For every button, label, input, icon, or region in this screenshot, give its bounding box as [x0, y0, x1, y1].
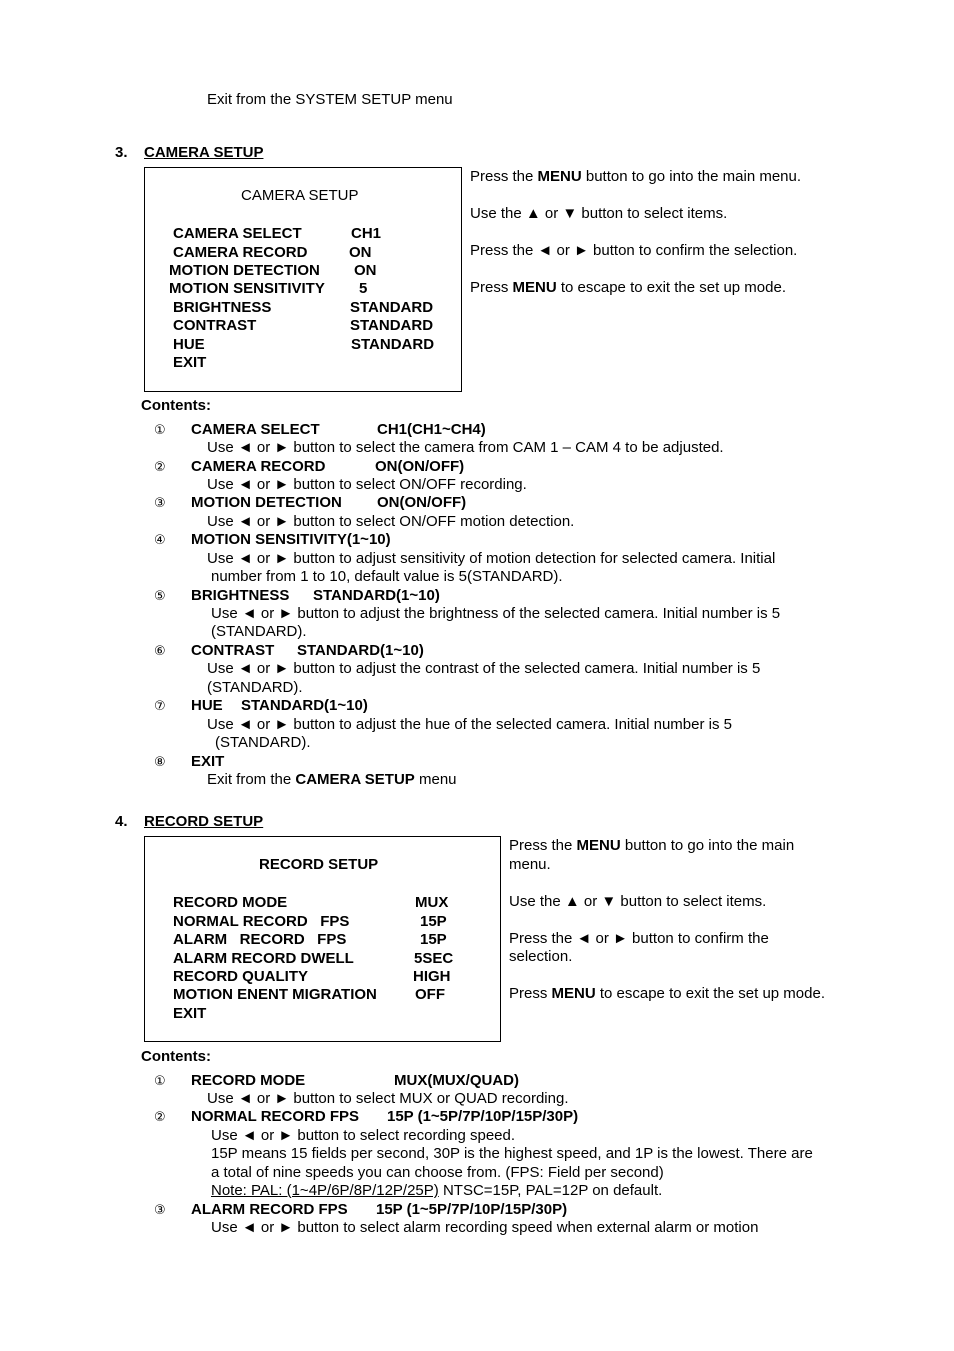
menu-row-label: MOTION SENSITIVITY: [169, 280, 325, 297]
menu-row-label: CAMERA RECORD: [173, 244, 308, 261]
item-number: ②: [154, 459, 166, 474]
menu-row-label: RECORD MODE: [173, 894, 288, 911]
item-value: STANDARD(1~10): [297, 642, 424, 659]
contents-label: Contents:: [141, 397, 211, 414]
menu-row-value: 5SEC: [414, 950, 454, 967]
item-number: ③: [154, 495, 166, 510]
menu-row-label: CAMERA SELECT: [173, 225, 302, 242]
instruction-text: Press MENU to escape to exit the set up mode.: [470, 279, 786, 296]
item-number: ②: [154, 1109, 166, 1124]
menu-row-value: ON: [349, 244, 372, 261]
menu-row-value: HIGH: [413, 968, 451, 985]
menu-row-value: STANDARD: [350, 317, 434, 334]
item-title: MOTION SENSITIVITY(1~10): [191, 531, 391, 548]
item-description: (STANDARD).: [215, 734, 311, 751]
item-number: ①: [154, 422, 166, 437]
contents-label: Contents:: [141, 1048, 211, 1065]
instruction-text: Press the ◄ or ► button to confirm the: [509, 930, 769, 947]
item-title: BRIGHTNESS: [191, 587, 290, 604]
menu-title: CAMERA SETUP: [241, 187, 359, 204]
section-number: 4.: [115, 813, 128, 830]
item-description: Use ◄ or ► button to select recording speed.: [211, 1127, 516, 1144]
item-description: (STANDARD).: [211, 623, 307, 640]
item-title: CAMERA RECORD: [191, 458, 326, 475]
menu-row-value: MUX: [415, 894, 449, 911]
menu-row-label: NORMAL RECORD FPS: [173, 913, 350, 930]
menu-row-value: 15P: [420, 913, 447, 930]
instruction-text: Press the MENU button to go into the main menu.: [470, 168, 802, 185]
menu-row-label: ALARM RECORD DWELL: [173, 950, 354, 967]
item-description: number from 1 to 10, default value is 5(STANDARD).: [211, 568, 563, 585]
item-description: Use ◄ or ► button to select MUX or QUAD recording.: [207, 1090, 569, 1107]
menu-row-value: 15P: [420, 931, 447, 948]
menu-row-value: OFF: [415, 986, 445, 1003]
item-title: RECORD MODE: [191, 1072, 306, 1089]
instruction-text: Use the ▲ or ▼ button to select items.: [470, 205, 728, 222]
item-number: ⑧: [154, 754, 166, 769]
item-value: CH1(CH1~CH4): [377, 421, 486, 438]
item-value: 15P (1~5P/7P/10P/15P/30P): [387, 1108, 579, 1125]
item-number: ⑤: [154, 588, 166, 603]
item-title: NORMAL RECORD FPS: [191, 1108, 360, 1125]
item-description: Exit from the CAMERA SETUP menu: [207, 771, 457, 788]
instruction-text: Press the ◄ or ► button to confirm the selection.: [470, 242, 798, 259]
instruction-text: menu.: [509, 856, 551, 873]
camera-setup-heading: CAMERA SETUP: [144, 144, 264, 161]
item-value: ON(ON/OFF): [375, 458, 465, 475]
item-number: ⑥: [154, 643, 166, 658]
item-title: HUE: [191, 697, 223, 714]
item-title: ALARM RECORD FPS: [191, 1201, 348, 1218]
item-number: ④: [154, 532, 166, 547]
item-title: CAMERA SELECT: [191, 421, 320, 438]
menu-row-value: ON: [354, 262, 377, 279]
menu-row-label: EXIT: [173, 1005, 207, 1022]
menu-row-value: STANDARD: [350, 299, 434, 316]
record-setup-heading: RECORD SETUP: [144, 813, 264, 830]
item-description: 15P means 15 fields per second, 30P is the highest speed, and 1P is the lowest. There are: [211, 1145, 813, 1162]
item-description: Use ◄ or ► button to select ON/OFF motion detection.: [207, 513, 575, 530]
item-number: ①: [154, 1073, 166, 1088]
menu-title: RECORD SETUP: [259, 856, 379, 873]
item-value: 15P (1~5P/7P/10P/15P/30P): [376, 1201, 568, 1218]
item-title: CONTRAST: [191, 642, 275, 659]
instruction-text: Press MENU to escape to exit the set up mode.: [509, 985, 825, 1002]
item-note: Note: PAL: (1~4P/6P/8P/12P/25P) NTSC=15P, PAL=12P on default.: [211, 1182, 663, 1199]
item-description: Use ◄ or ► button to adjust the brightness of the selected camera. Initial number is 5: [211, 605, 781, 622]
menu-row-label: CONTRAST: [173, 317, 257, 334]
item-title: EXIT: [191, 753, 225, 770]
record-setup-menu-box: [144, 836, 501, 1042]
menu-row-label: BRIGHTNESS: [173, 299, 272, 316]
item-description: Use ◄ or ► button to select the camera from CAM 1 – CAM 4 to be adjusted.: [207, 439, 724, 456]
item-number: ③: [154, 1202, 166, 1217]
menu-row-label: RECORD QUALITY: [173, 968, 308, 985]
menu-row-label: HUE: [173, 336, 205, 353]
intro-text: Exit from the SYSTEM SETUP menu: [207, 91, 453, 108]
instruction-text: Use the ▲ or ▼ button to select items.: [509, 893, 767, 910]
item-value: MUX(MUX/QUAD): [394, 1072, 519, 1089]
item-value: STANDARD(1~10): [313, 587, 440, 604]
menu-row-value: STANDARD: [351, 336, 435, 353]
item-description: Use ◄ or ► button to select alarm recording speed when external alarm or motion: [211, 1219, 759, 1236]
camera-setup-menu-box: [144, 167, 462, 392]
section-number: 3.: [115, 144, 128, 161]
menu-row-label: ALARM RECORD FPS: [173, 931, 347, 948]
item-description: Use ◄ or ► button to adjust the contrast of the selected camera. Initial number is 5: [207, 660, 761, 677]
item-description: Use ◄ or ► button to select ON/OFF recording.: [207, 476, 527, 493]
instruction-text: Press the MENU button to go into the main: [509, 837, 795, 854]
item-title: MOTION DETECTION: [191, 494, 342, 511]
item-description: (STANDARD).: [207, 679, 303, 696]
item-description: a total of nine speeds you can choose from. (FPS: Field per second): [211, 1164, 664, 1181]
menu-row-label: EXIT: [173, 354, 207, 371]
instruction-text: selection.: [509, 948, 573, 965]
menu-row-label: MOTION ENENT MIGRATION: [173, 986, 377, 1003]
menu-row-value: 5: [359, 280, 368, 297]
item-number: ⑦: [154, 698, 166, 713]
item-description: Use ◄ or ► button to adjust the hue of the selected camera. Initial number is 5: [207, 716, 732, 733]
menu-row-value: CH1: [351, 225, 382, 242]
item-value: STANDARD(1~10): [241, 697, 368, 714]
item-description: Use ◄ or ► button to adjust sensitivity of motion detection for selected camera. Initial: [207, 550, 776, 567]
menu-row-label: MOTION DETECTION: [169, 262, 320, 279]
item-value: ON(ON/OFF): [377, 494, 467, 511]
